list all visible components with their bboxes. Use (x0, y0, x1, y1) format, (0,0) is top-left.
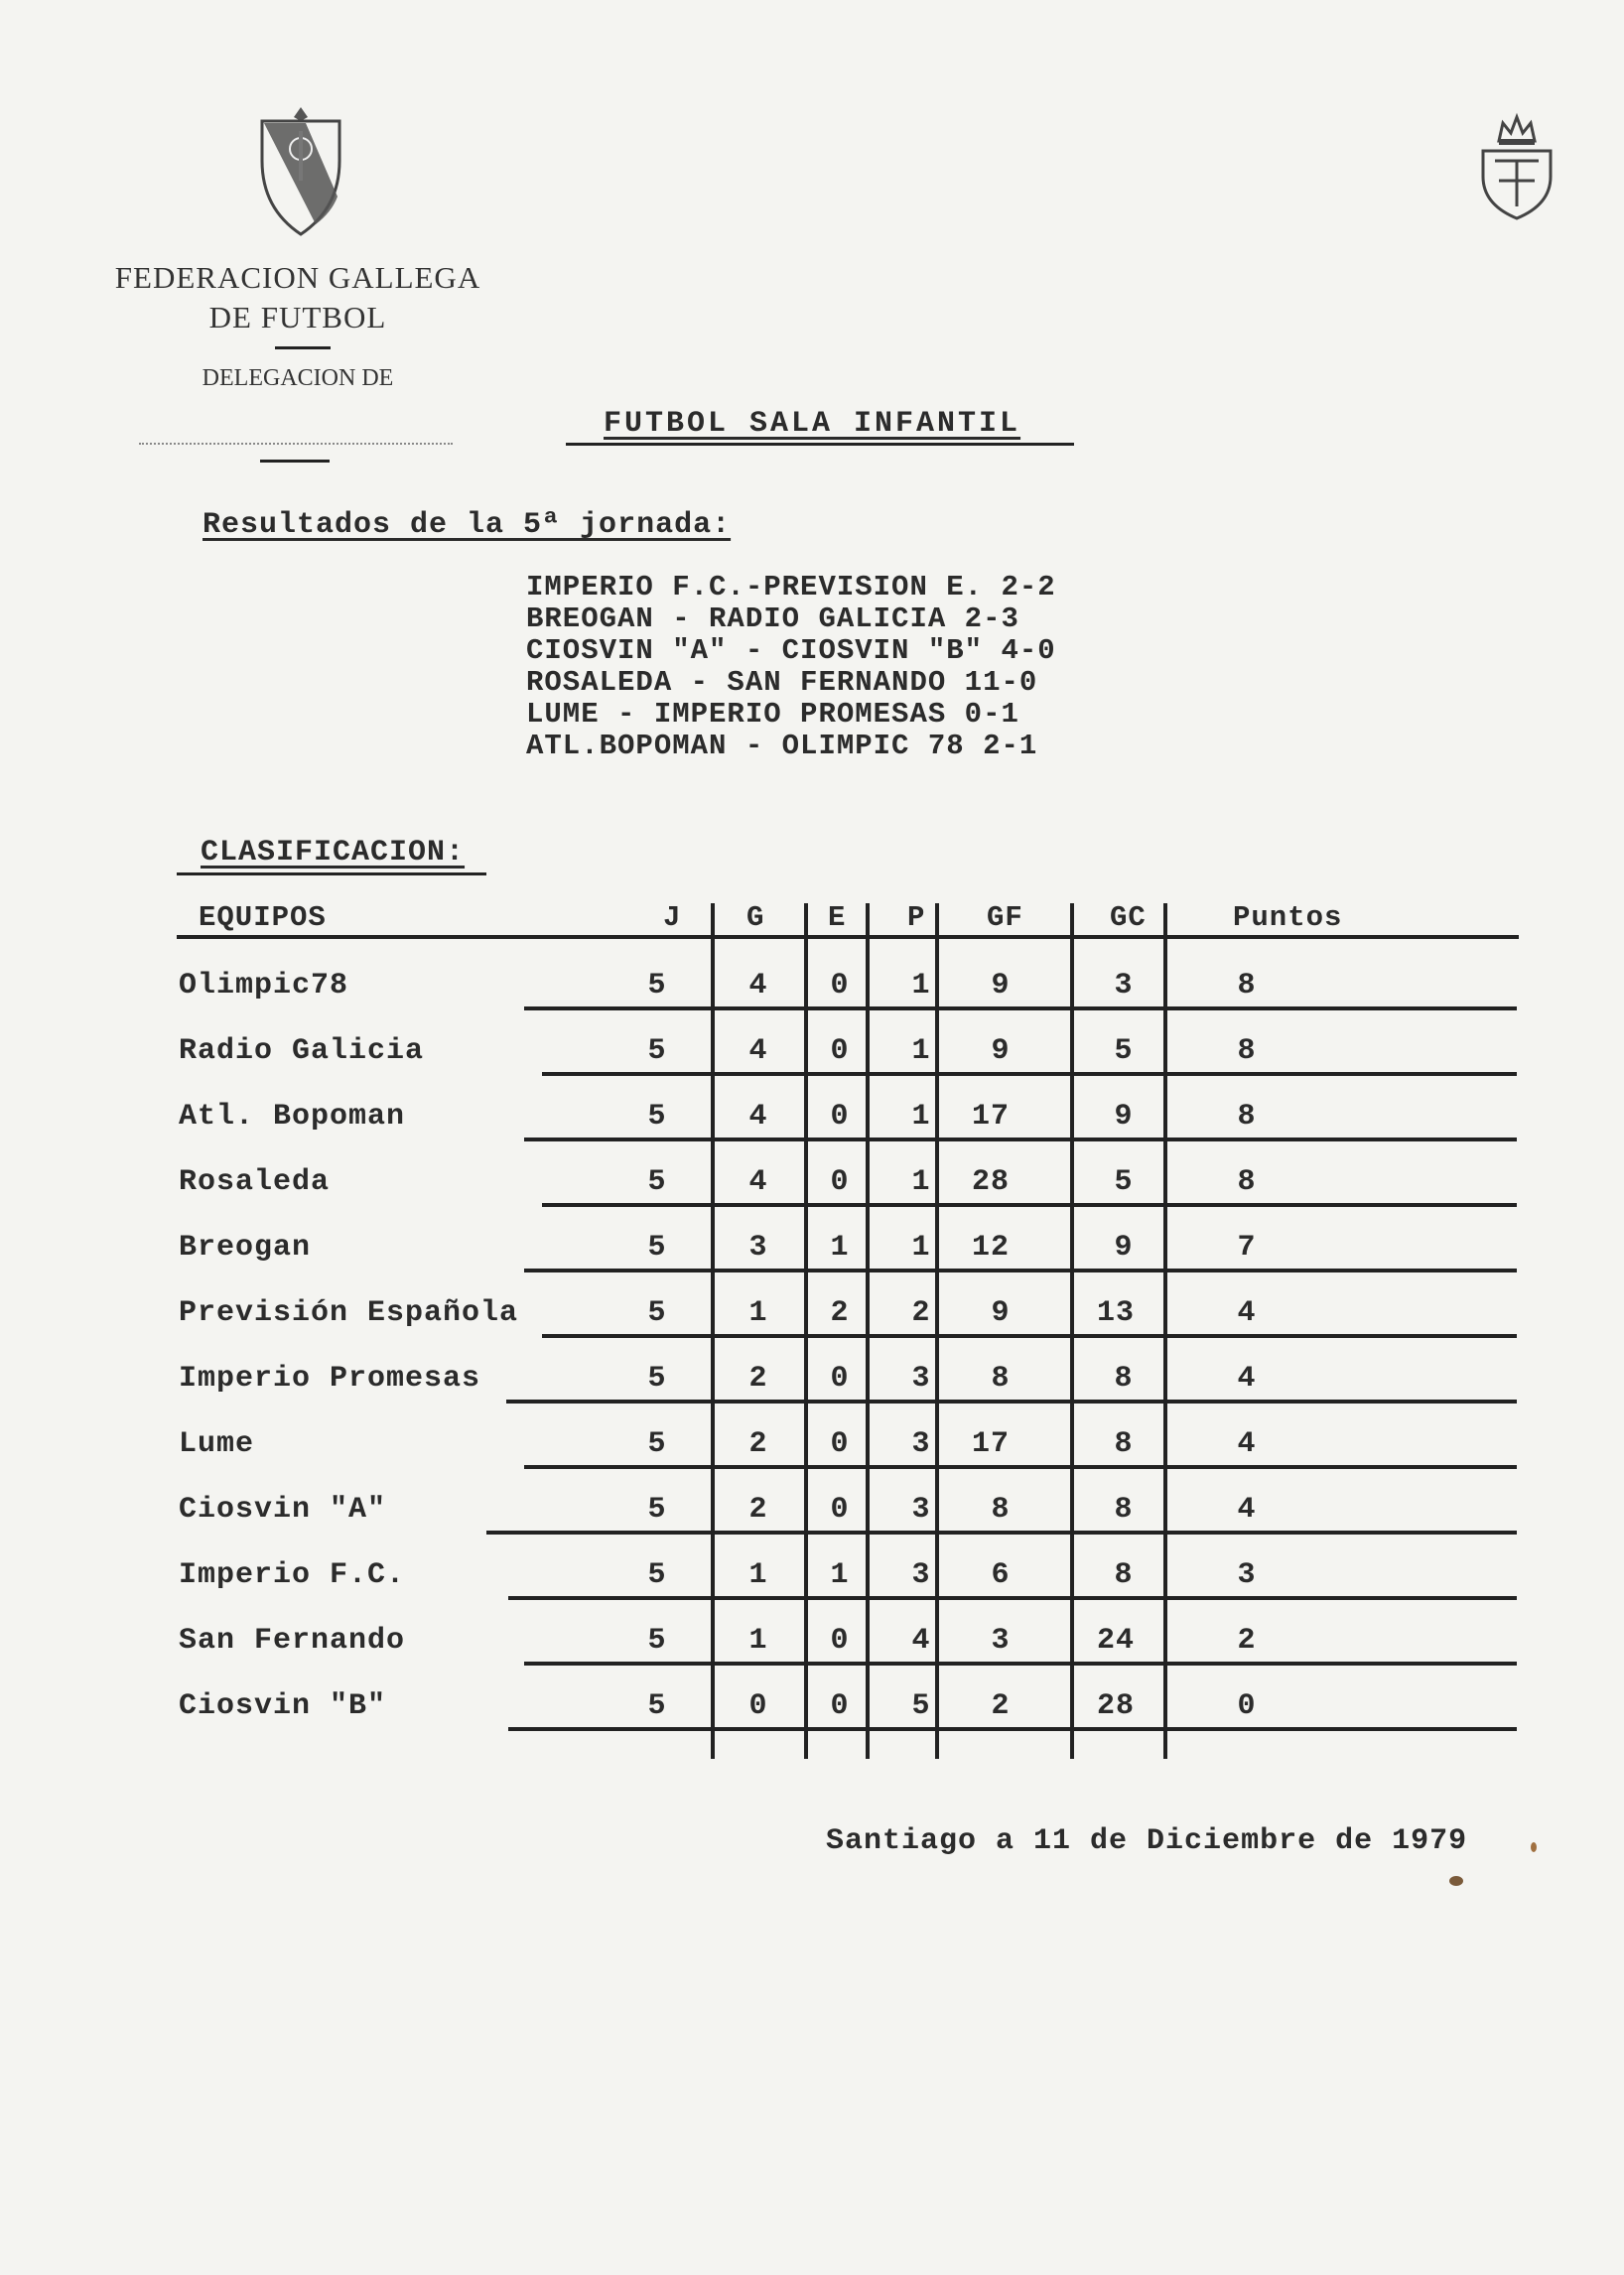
header-p: P (907, 901, 926, 934)
cell-gc: 28 (1096, 1689, 1135, 1723)
team-name: Ciosvin "B" (179, 1689, 387, 1723)
cell-gc: 13 (1096, 1296, 1135, 1330)
header-gc: GC (1110, 901, 1147, 934)
cell-p: 5 (911, 1689, 931, 1723)
cell-j: 5 (647, 1100, 667, 1134)
cell-gc: 9 (1114, 1100, 1134, 1134)
cell-j: 5 (647, 1034, 667, 1068)
cell-gf: 9 (991, 1034, 1011, 1068)
cell-j: 5 (647, 1296, 667, 1330)
cell-g: 3 (748, 1231, 768, 1265)
cell-gc: 8 (1114, 1362, 1134, 1396)
cell-p: 1 (911, 1034, 931, 1068)
org-name-line1: FEDERACION GALLEGA (114, 260, 481, 295)
match-result: LUME - IMPERIO PROMESAS 0-1 (526, 698, 1019, 731)
cell-j: 5 (647, 1231, 667, 1265)
match-result: BREOGAN - RADIO GALICIA 2-3 (526, 602, 1019, 635)
cell-gc: 8 (1114, 1558, 1134, 1592)
cell-pts: 8 (1237, 1165, 1257, 1199)
match-result: IMPERIO F.C.-PREVISION E. 2-2 (526, 571, 1056, 603)
cell-e: 2 (830, 1296, 850, 1330)
cell-p: 3 (911, 1493, 931, 1527)
cell-j: 5 (647, 1558, 667, 1592)
match-result: ROSALEDA - SAN FERNANDO 11-0 (526, 666, 1038, 699)
cell-e: 0 (830, 1427, 850, 1461)
header-equipos: EQUIPOS (199, 901, 327, 934)
team-name: Imperio Promesas (179, 1362, 481, 1396)
cell-g: 4 (748, 1100, 768, 1134)
row-rule (524, 1465, 1517, 1469)
cell-p: 2 (911, 1296, 931, 1330)
cell-e: 0 (830, 1165, 850, 1199)
team-name: Lume (179, 1427, 255, 1461)
cell-j: 5 (647, 1493, 667, 1527)
cell-gc: 5 (1114, 1034, 1134, 1068)
paper-stain (1531, 1842, 1537, 1852)
cell-j: 5 (647, 1689, 667, 1723)
cell-gc: 9 (1114, 1231, 1134, 1265)
row-rule (542, 1334, 1517, 1338)
header-j: J (663, 901, 682, 934)
cell-gf: 9 (991, 969, 1011, 1003)
cell-e: 0 (830, 1100, 850, 1134)
row-rule (524, 1269, 1517, 1272)
header-puntos: Puntos (1233, 901, 1343, 934)
cell-gf: 17 (971, 1100, 1010, 1134)
row-rule (542, 1203, 1517, 1207)
cell-j: 5 (647, 1362, 667, 1396)
team-name: Breogan (179, 1231, 312, 1265)
cell-j: 5 (647, 1624, 667, 1658)
cell-gf: 6 (991, 1558, 1011, 1592)
cell-g: 4 (748, 1165, 768, 1199)
cell-e: 0 (830, 1362, 850, 1396)
cell-pts: 4 (1237, 1362, 1257, 1396)
date-footer: Santiago a 11 de Diciembre de 1979 (826, 1824, 1468, 1858)
cell-e: 1 (830, 1231, 850, 1265)
col-divider (1070, 903, 1074, 1759)
cell-gc: 3 (1114, 969, 1134, 1003)
cell-pts: 4 (1237, 1493, 1257, 1527)
page-title: FUTBOL SALA INFANTIL (604, 407, 1021, 441)
cell-p: 1 (911, 1100, 931, 1134)
cell-e: 0 (830, 1689, 850, 1723)
row-rule (508, 1596, 1517, 1600)
row-rule (486, 1531, 1517, 1535)
cell-g: 2 (748, 1362, 768, 1396)
team-name: Radio Galicia (179, 1034, 425, 1068)
cell-pts: 4 (1237, 1427, 1257, 1461)
team-name: Rosaleda (179, 1165, 331, 1199)
paper-stain (1449, 1876, 1463, 1886)
cell-gc: 24 (1096, 1624, 1135, 1658)
cell-g: 1 (748, 1558, 768, 1592)
cell-pts: 7 (1237, 1231, 1257, 1265)
cell-pts: 8 (1237, 969, 1257, 1003)
cell-p: 3 (911, 1558, 931, 1592)
delegacion-label: DELEGACION DE (202, 365, 394, 391)
cell-j: 5 (647, 969, 667, 1003)
team-name: Imperio F.C. (179, 1558, 406, 1592)
cell-g: 4 (748, 1034, 768, 1068)
row-rule (524, 1006, 1517, 1010)
header-g: G (746, 901, 765, 934)
row-rule (524, 1138, 1517, 1141)
cell-j: 5 (647, 1427, 667, 1461)
cell-g: 4 (748, 969, 768, 1003)
cell-g: 2 (748, 1427, 768, 1461)
cell-pts: 3 (1237, 1558, 1257, 1592)
team-name: Ciosvin "A" (179, 1493, 387, 1527)
cell-gf: 8 (991, 1493, 1011, 1527)
cell-e: 0 (830, 969, 850, 1003)
cell-g: 1 (748, 1296, 768, 1330)
cell-gf: 28 (971, 1165, 1010, 1199)
cell-gf: 8 (991, 1362, 1011, 1396)
org-name-line2: DE FUTBOL (208, 300, 387, 335)
cell-pts: 2 (1237, 1624, 1257, 1658)
cell-p: 3 (911, 1427, 931, 1461)
team-name: Olimpic78 (179, 969, 349, 1003)
match-result: CIOSVIN "A" - CIOSVIN "B" 4-0 (526, 634, 1056, 667)
cell-g: 2 (748, 1493, 768, 1527)
cell-g: 1 (748, 1624, 768, 1658)
cell-pts: 8 (1237, 1100, 1257, 1134)
col-divider (711, 903, 715, 1759)
team-name: Atl. Bopoman (179, 1100, 406, 1134)
cell-e: 0 (830, 1624, 850, 1658)
row-rule (506, 1400, 1517, 1404)
cell-gf: 17 (971, 1427, 1010, 1461)
cell-p: 3 (911, 1362, 931, 1396)
cell-j: 5 (647, 1165, 667, 1199)
cell-e: 0 (830, 1034, 850, 1068)
cell-e: 0 (830, 1493, 850, 1527)
row-rule (508, 1727, 1517, 1731)
cell-gc: 8 (1114, 1493, 1134, 1527)
cell-gc: 5 (1114, 1165, 1134, 1199)
cell-g: 0 (748, 1689, 768, 1723)
team-name: Previsión Española (179, 1296, 519, 1330)
cell-gf: 3 (991, 1624, 1011, 1658)
cell-pts: 0 (1237, 1689, 1257, 1723)
row-rule (524, 1662, 1517, 1666)
results-heading: Resultados de la 5ª jornada: (203, 508, 732, 542)
cell-p: 1 (911, 1165, 931, 1199)
header-e: E (828, 901, 847, 934)
match-result: ATL.BOPOMAN - OLIMPIC 78 2-1 (526, 730, 1038, 762)
cell-p: 4 (911, 1624, 931, 1658)
team-name: San Fernando (179, 1624, 406, 1658)
cell-pts: 8 (1237, 1034, 1257, 1068)
col-divider (1163, 903, 1167, 1759)
cell-gf: 12 (971, 1231, 1010, 1265)
cell-pts: 4 (1237, 1296, 1257, 1330)
cell-p: 1 (911, 969, 931, 1003)
header-gf: GF (987, 901, 1023, 934)
header-rule (177, 935, 1519, 939)
cell-gf: 2 (991, 1689, 1011, 1723)
cell-e: 1 (830, 1558, 850, 1592)
row-rule (542, 1072, 1517, 1076)
classification-heading: CLASIFICACION: (201, 836, 466, 870)
cell-p: 1 (911, 1231, 931, 1265)
col-divider (804, 903, 808, 1759)
cell-gf: 9 (991, 1296, 1011, 1330)
cell-gc: 8 (1114, 1427, 1134, 1461)
